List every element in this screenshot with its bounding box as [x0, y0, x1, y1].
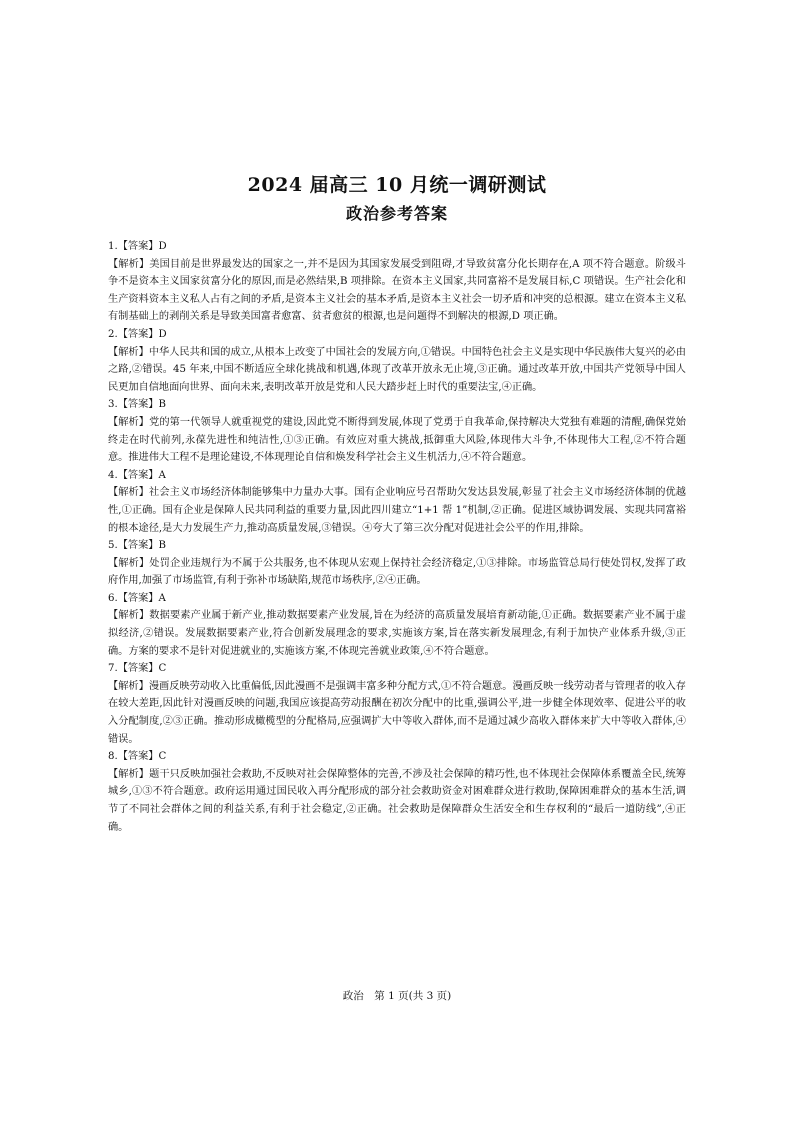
answer-analysis: 【解析】社会主义市场经济体制能够集中力量办大事。国有企业响应号召帮助欠发达县发展,彰显了社会主义市场经济体制的优越性,①正确。国有企业是保障人民共同利益的重要力量,因此四川建立“1+1 帮 1”机制,②正确。促进区域协调发展、实现共同富裕的根本途径,是大力发展生产力,推动高质量发展,③错误。④夸大了第三次分配对促进社会公平的作用,排除。: [108, 487, 686, 534]
answer-analysis: 【解析】题干只反映加强社会救助,不反映对社会保障整体的完善,不涉及社会保障的精巧性,也不体现社会保障体系覆盖全民,统筹城乡,①③不符合题意。政府运用通过国民收入再分配形成的部分社会救助资金对困难群众进行救助,保障困难群众的基本生活,调节了不同社会群体之间的利益关系,有利于社会稳定,②正确。社会救助是保障群众生活安全和生存权利的“最后一道防线”,④正确。: [108, 768, 686, 833]
page-title: 2024 届高三 10 月统一调研测试: [247, 174, 547, 196]
answer-key: 3.【答案】B: [108, 399, 166, 411]
answer-analysis: 【解析】美国目前是世界最发达的国家之一,并不是因为其国家发展受到阻碍,才导致贫富分化长期存在,A 项不符合题意。阶级斗争不是资本主义国家贫富分化的原因,而是必然结果,B 项排除。在资本主义国家,共同富裕不是发展目标,C 项错误。生产社会化和生产资料资本主义私人占有之间的矛盾,是资本主义社会的基本矛盾,是资本主义社会一切矛盾和冲突的总根源。建立在资本主义私有制基础上的剥削关系是导致美国富者愈富、贫者愈贫的根源,也是问题得不到解决的根源,D 项正确。: [108, 258, 686, 323]
answer-analysis: 【解析】中华人民共和国的成立,从根本上改变了中国社会的发展方向,①错误。中国特色社会主义是实现中华民族伟大复兴的必由之路,②错误。45 年来,中国不断适应全球化挑战和机遇,体现了改革开放永无止境,③正确。通过改革开放,中国共产党领导中国人民更加自信地面向世界、面向未来,表明改革开放是党和人民大踏步赶上时代的重要法宝,④正确。: [108, 346, 686, 393]
answer-analysis: 【解析】漫画反映劳动收入比重偏低,因此漫画不是强调丰富多种分配方式,①不符合题意。漫画反映一线劳动者与管理者的收入存在较大差距,因此针对漫画反映的问题,我国应该提高劳动报酬在初次分配中的比重,强调公平,进一步健全体现效率、促进公平的收入分配制度,②③正确。推动形成橄榄型的分配格局,应强调扩大中等收入群体,而不是通过减少高收入群体来扩大中等收入群体,④错误。: [108, 680, 686, 745]
answer-item-5: [108, 537, 686, 590]
answer-item-6: [108, 590, 686, 660]
answer-item-1: [108, 238, 686, 326]
page-footer: 政治 第 1 页(共 3 页): [342, 990, 452, 1002]
answer-item-8: [108, 748, 686, 836]
answer-item-3: [108, 396, 686, 466]
page-subtitle: 政治参考答案: [345, 204, 448, 223]
answer-analysis: 【解析】处罚企业违规行为不属于公共服务,也不体现从宏观上保持社会经济稳定,①③排除。市场监管总局行使处罚权,发挥了政府作用,加强了市场监管,有利于弥补市场缺陷,规范市场秩序,②④正确。: [108, 557, 686, 587]
answer-item-7: [108, 660, 686, 748]
answer-analysis: 【解析】数据要素产业属于新产业,推动数据要素产业发展,旨在为经济的高质量发展培育新动能,①正确。数据要素产业不属于虚拟经济,②错误。发展数据要素产业,符合创新发展理念的要求,实施该方案,旨在落实新发展理念,有利于加快产业体系升级,③正确。方案的要求不是针对促进就业的,实施该方案,不体现完善就业政策,④不符合题意。: [108, 610, 686, 657]
answer-key: 7.【答案】C: [108, 663, 167, 675]
answer-sheet: [108, 172, 686, 836]
answer-analysis: 【解析】党的第一代领导人就重视党的建设,因此党不断得到发展,体现了党勇于自我革命,保持解决大党独有难题的清醒,确保党始终走在时代前列,永葆先进性和纯洁性,①③正确。有效应对重大挑战,抵御重大风险,体现伟大斗争,不体现伟大工程,②不符合题意。推进伟大工程不是理论建设,不体现理论自信和焕发科学社会主义生机活力,④不符合题意。: [108, 416, 686, 464]
answer-item-4: [108, 467, 686, 537]
answer-item-2: [108, 326, 686, 396]
answer-key: 1.【答案】D: [108, 241, 167, 252]
answer-key: 5.【答案】B: [108, 540, 166, 552]
answer-key: 6.【答案】A: [108, 592, 166, 604]
answer-key: 4.【答案】A: [108, 469, 166, 481]
answer-key: 8.【答案】C: [108, 751, 167, 763]
answer-key: 2.【答案】D: [108, 328, 167, 340]
